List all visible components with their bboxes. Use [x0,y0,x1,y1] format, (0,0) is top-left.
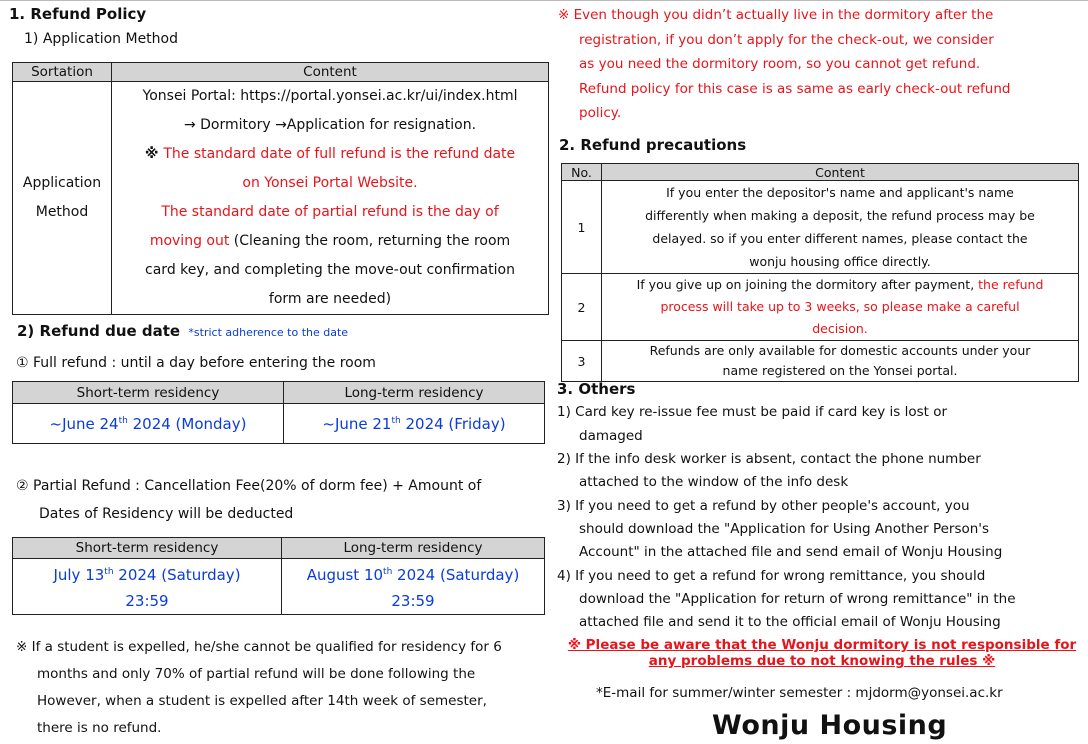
others-item-3: 3) If you need to get a refund by other people's account, you [557,498,970,514]
expel-note: ※ If a student is expelled, he/she cannot be qualified for residency for 6 [16,639,502,655]
row-label-application-method: Application Method [13,82,112,315]
subsection-application-method: 1) Application Method [24,31,178,47]
full-refund-text: ① Full refund : until a day before entering the room [16,355,376,371]
partial-refund-short-date: July 13th 2024 (Saturday) 23:59 [13,559,282,615]
partial-refund-text: ② Partial Refund : Cancellation Fee(20% of dorm fee) + Amount of [16,478,482,494]
others-item-2: 2) If the info desk worker is absent, contact the phone number [557,451,981,467]
header-content: Content [112,63,549,82]
others-item-1: 1) Card key re-issue fee must be paid if card key is lost or [557,404,948,420]
others-item-4: 4) If you need to get a refund for wrong remittance, you should [557,568,986,584]
section-title-others: 3. Others [557,380,636,398]
section-title-refund-policy: 1. Refund Policy [9,5,147,23]
section-title-refund-precautions: 2. Refund precautions [559,136,747,154]
full-refund-long-date: ~June 21th 2024 (Friday) [284,404,545,444]
precaution-row-1: If you enter the depositor's name and applicant's name differently when making a deposit, the refund process may be delayed. so if you enter different names, please contact the wonju housing office directly. [602,181,1079,274]
contact-email: *E-mail for summer/winter semester : mjdorm@yonsei.ac.kr [596,685,1003,701]
application-method-table [12,62,549,315]
refund-due-date-heading: 2) Refund due date *strict adherence to the date [17,322,349,340]
full-refund-table: Short-term residency Long-term residency ~June 24th 2024 (Monday) ~June 21th 2024 (Friday) [12,381,545,444]
partial-refund-long-date: August 10th 2024 (Saturday) 23:59 [282,559,545,615]
application-method-content: Yonsei Portal: https://portal.yonsei.ac.kr/ui/index.html → Dormitory →Application for resignation. ※ The standard date of full refund is the refund date on Yonsei Portal Website. The standard date of partial refund is the day of moving out (Cleaning the room, returning the room card key, and completing the move-out confirmation form are needed) [112,82,549,315]
footer-wonju-housing: Wonju Housing [712,710,948,741]
partial-refund-table: Short-term residency Long-term residency July 13th 2024 (Saturday) 23:59 August 10th 2024 (Saturday) 23:59 [12,537,545,615]
header-sortation: Sortation [13,63,112,82]
refund-precautions-table: No. Content 1 If you enter the depositor's name and applicant's name differently when making a deposit, the refund process may be delayed. so if you enter different names, please contact the wonju housing office directly. 2 If you give up on joining the dormitory after payment, the refund process will take up to 3 weeks, so please make a careful decision. 3 Refunds are only available for domestic accounts under your name registered on the Yonsei portal. [561,163,1079,382]
precaution-row-3: Refunds are only available for domestic accounts under your name registered on the Yonsei portal. [602,341,1079,382]
checkout-note: ※ Even though you didn’t actually live in the dormitory after the [558,7,994,23]
portal-url-line: Yonsei Portal: https://portal.yonsei.ac.kr/ui/index.html [142,88,518,104]
precaution-row-2: If you give up on joining the dormitory after payment, the refund process will take up to 3 weeks, so please make a careful decision. [602,274,1079,341]
top-border [0,0,1088,1]
responsibility-warning: ※ Please be aware that the Wonju dormitory is not responsible for any problems due to not knowing the rules ※ [567,637,1077,669]
full-refund-short-date: ~June 24th 2024 (Monday) [13,404,284,444]
